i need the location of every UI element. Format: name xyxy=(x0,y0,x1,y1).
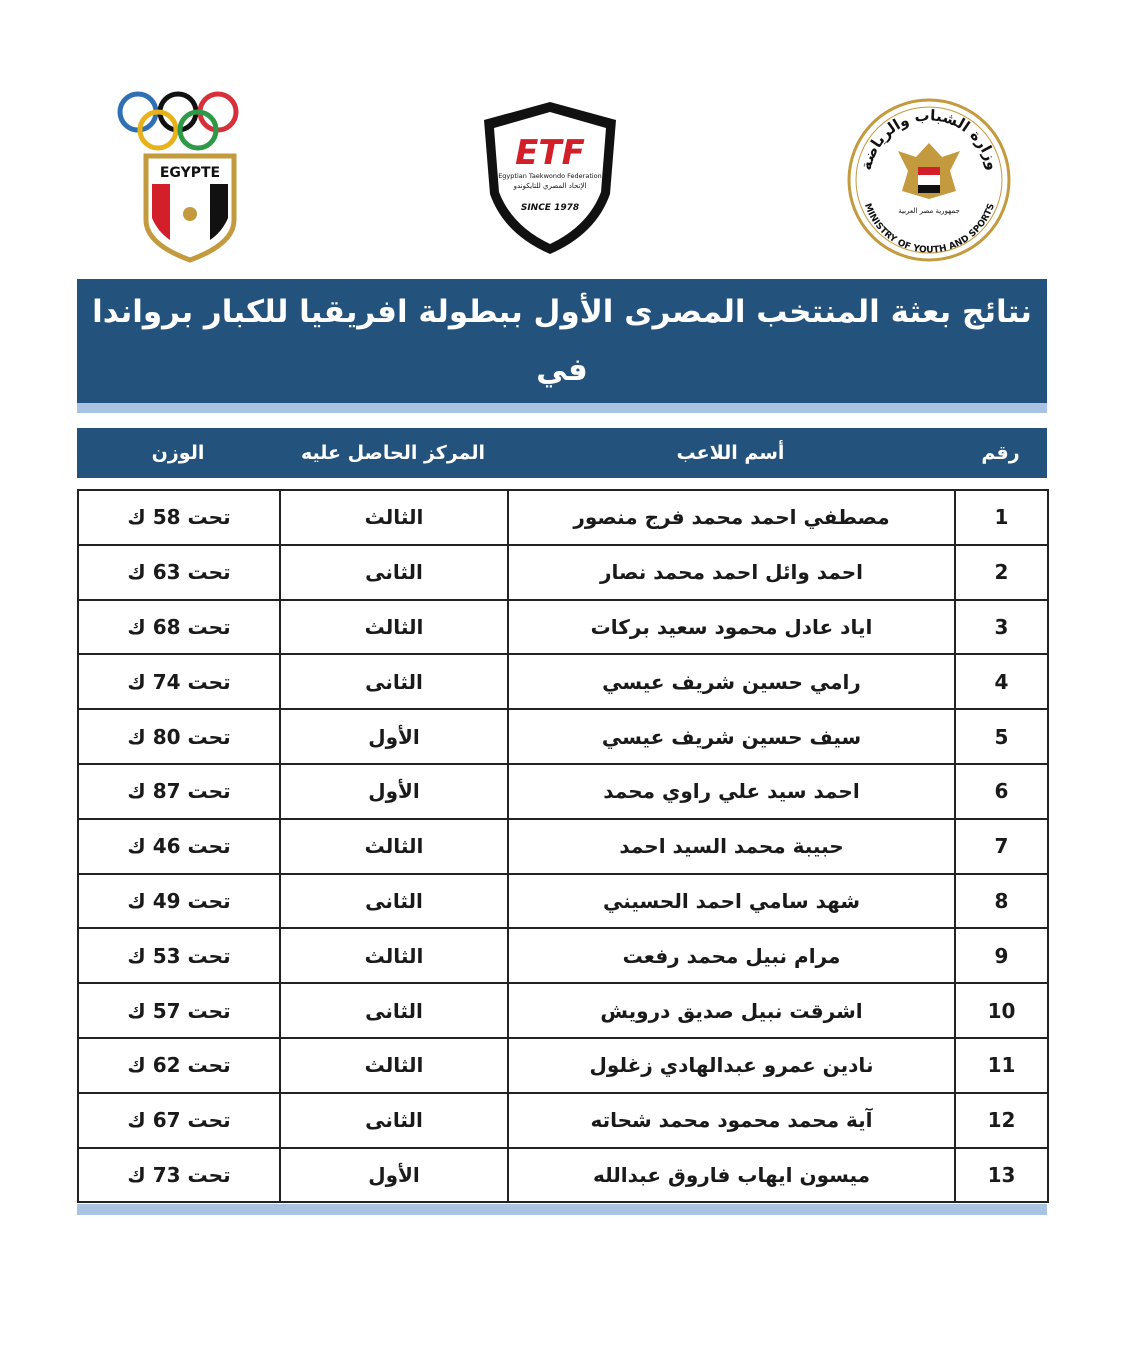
cell-weight: تحت 46 ك xyxy=(78,819,280,874)
cell-place: الثانى xyxy=(280,983,508,1038)
cell-num: 2 xyxy=(955,545,1048,600)
cell-num: 10 xyxy=(955,983,1048,1038)
results-table-body xyxy=(78,490,1048,1202)
ministry-name-ar: وزارة الشباب والرياضة xyxy=(856,106,1003,172)
table-header xyxy=(77,428,1047,478)
cell-place: الثالث xyxy=(280,600,508,655)
cell-num: 4 xyxy=(955,654,1048,709)
page-title xyxy=(77,279,1047,403)
table-row xyxy=(78,654,1048,709)
cell-num: 8 xyxy=(955,874,1048,929)
title-accent-strip xyxy=(77,403,1047,413)
cell-num: 11 xyxy=(955,1038,1048,1093)
header-num: رقم xyxy=(981,442,1020,464)
cell-player-name: نادين عمرو عبدالهادي زغلول xyxy=(508,1038,955,1093)
cell-player-name: حبيبة محمد السيد احمد xyxy=(508,819,955,874)
table-row xyxy=(78,1038,1048,1093)
cell-player-name: آية محمد محمود محمد شحاته xyxy=(508,1093,955,1148)
table-row xyxy=(78,1093,1048,1148)
table-row xyxy=(78,874,1048,929)
cell-weight: تحت 57 ك xyxy=(78,983,280,1038)
table-row xyxy=(78,490,1048,545)
cell-place: الأول xyxy=(280,764,508,819)
cell-player-name: سيف حسين شريف عيسي xyxy=(508,709,955,764)
cell-player-name: اشرقت نبيل صديق درويش xyxy=(508,983,955,1038)
table-row xyxy=(78,545,1048,600)
table-row xyxy=(78,928,1048,983)
cell-weight: تحت 68 ك xyxy=(78,600,280,655)
ministry-republic-text: جمهورية مصر العربية xyxy=(898,207,960,215)
cell-num: 12 xyxy=(955,1093,1048,1148)
cell-weight: تحت 74 ك xyxy=(78,654,280,709)
cell-place: الثانى xyxy=(280,1093,508,1148)
cell-player-name: شهد سامي احمد الحسيني xyxy=(508,874,955,929)
ministry-of-youth-and-sports-seal xyxy=(842,95,1017,265)
cell-place: الثالث xyxy=(280,490,508,545)
cell-weight: تحت 62 ك xyxy=(78,1038,280,1093)
table-row xyxy=(78,764,1048,819)
cell-weight: تحت 49 ك xyxy=(78,874,280,929)
table-row xyxy=(78,983,1048,1038)
cell-place: الثانى xyxy=(280,874,508,929)
federation-since: SINCE 1978 xyxy=(520,203,580,213)
table-row xyxy=(78,1148,1048,1203)
egyptian-taekwondo-federation-logo xyxy=(478,98,623,258)
header-place: المركز الحاصل عليه xyxy=(300,442,486,464)
results-table xyxy=(77,489,1049,1203)
cell-weight: تحت 58 ك xyxy=(78,490,280,545)
cell-num: 9 xyxy=(955,928,1048,983)
ministry-name-en: MINISTRY OF YOUTH AND SPORTS xyxy=(861,202,998,256)
cell-place: الثالث xyxy=(280,928,508,983)
cell-weight: تحت 73 ك xyxy=(78,1148,280,1203)
cell-place: الثانى xyxy=(280,545,508,600)
cell-player-name: مصطفي احمد محمد فرج منصور xyxy=(508,490,955,545)
header-weight: الوزن xyxy=(151,442,205,464)
table-row xyxy=(78,819,1048,874)
cell-num: 7 xyxy=(955,819,1048,874)
cell-weight: تحت 67 ك xyxy=(78,1093,280,1148)
cell-weight: تحت 63 ك xyxy=(78,545,280,600)
cell-num: 1 xyxy=(955,490,1048,545)
logo-bar xyxy=(0,0,1121,270)
etf-logo-mark: ETF xyxy=(515,133,585,173)
cell-player-name: احمد سيد علي راوي محمد xyxy=(508,764,955,819)
cell-num: 5 xyxy=(955,709,1048,764)
olympic-logo-text: EGYPTE xyxy=(159,165,221,181)
cell-place: الأول xyxy=(280,1148,508,1203)
cell-place: الثالث xyxy=(280,819,508,874)
cell-place: الثالث xyxy=(280,1038,508,1093)
cell-player-name: ميسون ايهاب فاروق عبدالله xyxy=(508,1148,955,1203)
federation-name-ar: الإتحاد المصري للتايكوندو xyxy=(513,182,587,190)
table-row xyxy=(78,600,1048,655)
egypt-olympic-committee-logo xyxy=(110,88,270,263)
cell-weight: تحت 80 ك xyxy=(78,709,280,764)
cell-place: الأول xyxy=(280,709,508,764)
federation-name-en: Egyptian Taekwondo Federation xyxy=(498,172,602,180)
cell-player-name: اياد عادل محمود سعيد بركات xyxy=(508,600,955,655)
table-row xyxy=(78,709,1048,764)
cell-num: 6 xyxy=(955,764,1048,819)
title-line-1: نتائج بعثة المنتخب المصرى الأول ببطولة افريقيا للكبار برواندا في xyxy=(92,294,1032,388)
cell-weight: تحت 53 ك xyxy=(78,928,280,983)
header-name: أسم اللاعب xyxy=(676,442,785,464)
cell-player-name: مرام نبيل محمد رفعت xyxy=(508,928,955,983)
cell-place: الثانى xyxy=(280,654,508,709)
cell-num: 13 xyxy=(955,1148,1048,1203)
cell-player-name: احمد وائل احمد محمد نصار xyxy=(508,545,955,600)
cell-num: 3 xyxy=(955,600,1048,655)
cell-weight: تحت 87 ك xyxy=(78,764,280,819)
cell-player-name: رامي حسين شريف عيسي xyxy=(508,654,955,709)
table-bottom-strip xyxy=(77,1204,1047,1215)
